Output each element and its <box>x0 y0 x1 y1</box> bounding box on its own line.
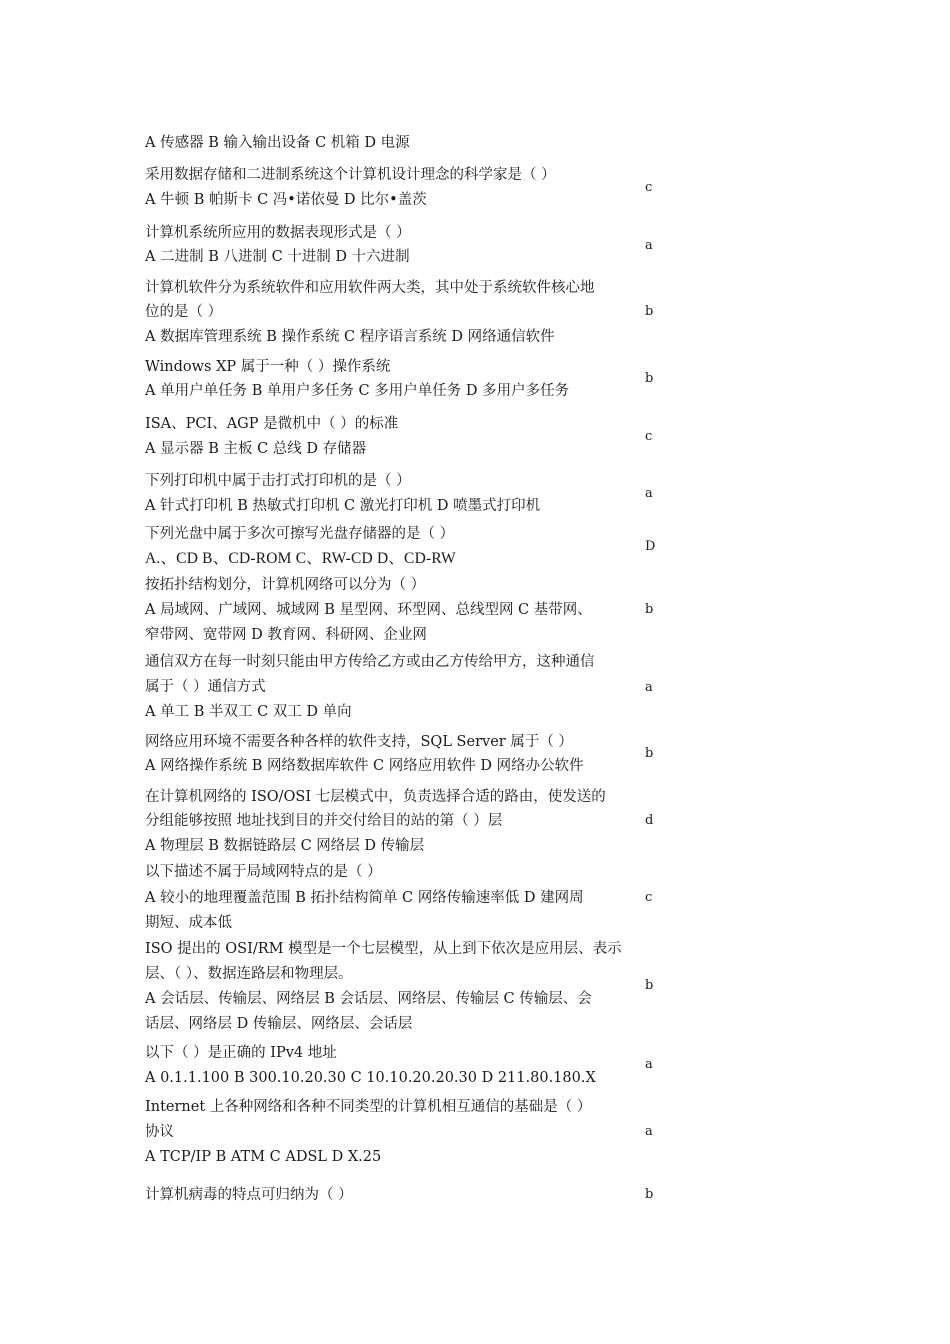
question-text: Windows XP 属于一种（ ）操作系统 <box>145 359 391 375</box>
question-options: A 较小的地理覆盖范围 B 拓扑结构简单 C 网络传输速率低 D 建网周 <box>145 890 584 906</box>
question-text: ISO 提出的 OSI/RM 模型是一个七层模型，从上到下依次是应用层、表示 <box>145 941 622 957</box>
question-text: 网络应用环境不需要各种各样的软件支持，SQL Server 属于（ ） <box>145 734 573 750</box>
question-options: A 单工 B 半双工 C 双工 D 单向 <box>145 704 352 720</box>
answer-key: a <box>645 238 653 253</box>
answer-key: b <box>645 1187 654 1202</box>
answer-key: a <box>645 486 653 501</box>
question-options-cont: 期短、成本低 <box>145 915 232 931</box>
answer-key: d <box>645 813 654 828</box>
question-text: 下列光盘中属于多次可擦写光盘存储器的是（ ） <box>145 526 455 542</box>
question-text: 按拓扑结构划分，计算机网络可以分为（ ） <box>145 577 426 593</box>
question-text: Internet 上各种网络和各种不同类型的计算机相互通信的基础是（ ） <box>145 1099 592 1115</box>
answer-key: c <box>645 180 653 195</box>
answer-key: c <box>645 890 653 905</box>
question-options: A 显示器 B 主板 C 总线 D 存储器 <box>145 441 367 457</box>
question-text-cont: 属于（ ）通信方式 <box>145 679 266 695</box>
question-options: A.、CD B、CD-ROM C、RW-CD D、CD-RW <box>145 550 456 567</box>
answer-key: b <box>645 371 654 386</box>
question-text-cont: 协议 <box>145 1124 174 1140</box>
answer-key: c <box>645 429 653 444</box>
question-options: A 二进制 B 八进制 C 十进制 D 十六进制 <box>145 249 410 265</box>
answer-key: b <box>645 304 654 319</box>
answer-key: a <box>645 680 653 695</box>
answer-key: b <box>645 602 654 617</box>
question-text: 以下描述不属于局域网特点的是（ ） <box>145 864 382 880</box>
question-options: A 0.1.1.100 B 300.10.20.30 C 10.10.20.20.30 D 211.80.180.X <box>145 1070 596 1086</box>
answer-key: a <box>645 1124 653 1139</box>
answer-key: D <box>645 539 656 554</box>
answer-key: a <box>645 1057 653 1072</box>
question-text-cont: 层、（ ）、数据连路层和物理层。 <box>145 966 353 982</box>
question-text: 计算机软件分为系统软件和应用软件两大类，其中处于系统软件核心地 <box>145 280 595 296</box>
answer-key: b <box>645 746 654 761</box>
question-options: A 网络操作系统 B 网络数据库软件 C 网络应用软件 D 网络办公软件 <box>145 758 584 774</box>
question-text: A 传感器 B 输入输出设备 C 机箱 D 电源 <box>145 135 410 151</box>
question-text: 下列打印机中属于击打式打印机的是（ ） <box>145 473 411 489</box>
question-options: A 物理层 B 数据链路层 C 网络层 D 传输层 <box>145 838 425 854</box>
question-options: A TCP/IP B ATM C ADSL D X.25 <box>145 1149 382 1165</box>
question-options: A 数据库管理系统 B 操作系统 C 程序语言系统 D 网络通信软件 <box>145 329 555 345</box>
question-text: 通信双方在每一时刻只能由甲方传给乙方或由乙方传给甲方，这种通信 <box>145 654 595 670</box>
question-options: A 会话层、传输层、网络层 B 会话层、网络层、传输层 C 传输层、会 <box>145 991 592 1007</box>
question-options-cont: 窄带网、宽带网 D 教育网、科研网、企业网 <box>145 627 427 643</box>
question-text: 以下（ ）是正确的 IPv4 地址 <box>145 1045 337 1061</box>
question-options: A 局域网、广域网、城域网 B 星型网、环型网、总线型网 C 基带网、 <box>145 602 592 618</box>
question-options: A 单用户单任务 B 单用户多任务 C 多用户单任务 D 多用户多任务 <box>145 383 570 399</box>
question-text: 计算机病毒的特点可归纳为（ ） <box>145 1187 353 1203</box>
question-text: 计算机系统所应用的数据表现形式是（ ） <box>145 225 411 241</box>
question-text: 采用数据存储和二进制系统这个计算机设计理念的科学家是（ ） <box>145 167 556 183</box>
question-options-cont: 话层、网络层 D 传输层、网络层、会话层 <box>145 1016 413 1032</box>
question-text-cont: 分组能够按照 地址找到目的并交付给目的站的第（ ）层 <box>145 813 503 829</box>
question-text-cont: 位的是（ ） <box>145 304 223 320</box>
answer-key: b <box>645 978 654 993</box>
question-text: 在计算机网络的 ISO/OSI 七层模式中，负责选择合适的路由，使发送的 <box>145 789 606 805</box>
question-options: A 针式打印机 B 热敏式打印机 C 激光打印机 D 喷墨式打印机 <box>145 498 541 514</box>
question-options: A 牛顿 B 帕斯卡 C 冯•诺依曼 D 比尔•盖茨 <box>145 192 427 208</box>
question-text: ISA、PCI、AGP 是微机中（ ）的标准 <box>145 416 399 432</box>
